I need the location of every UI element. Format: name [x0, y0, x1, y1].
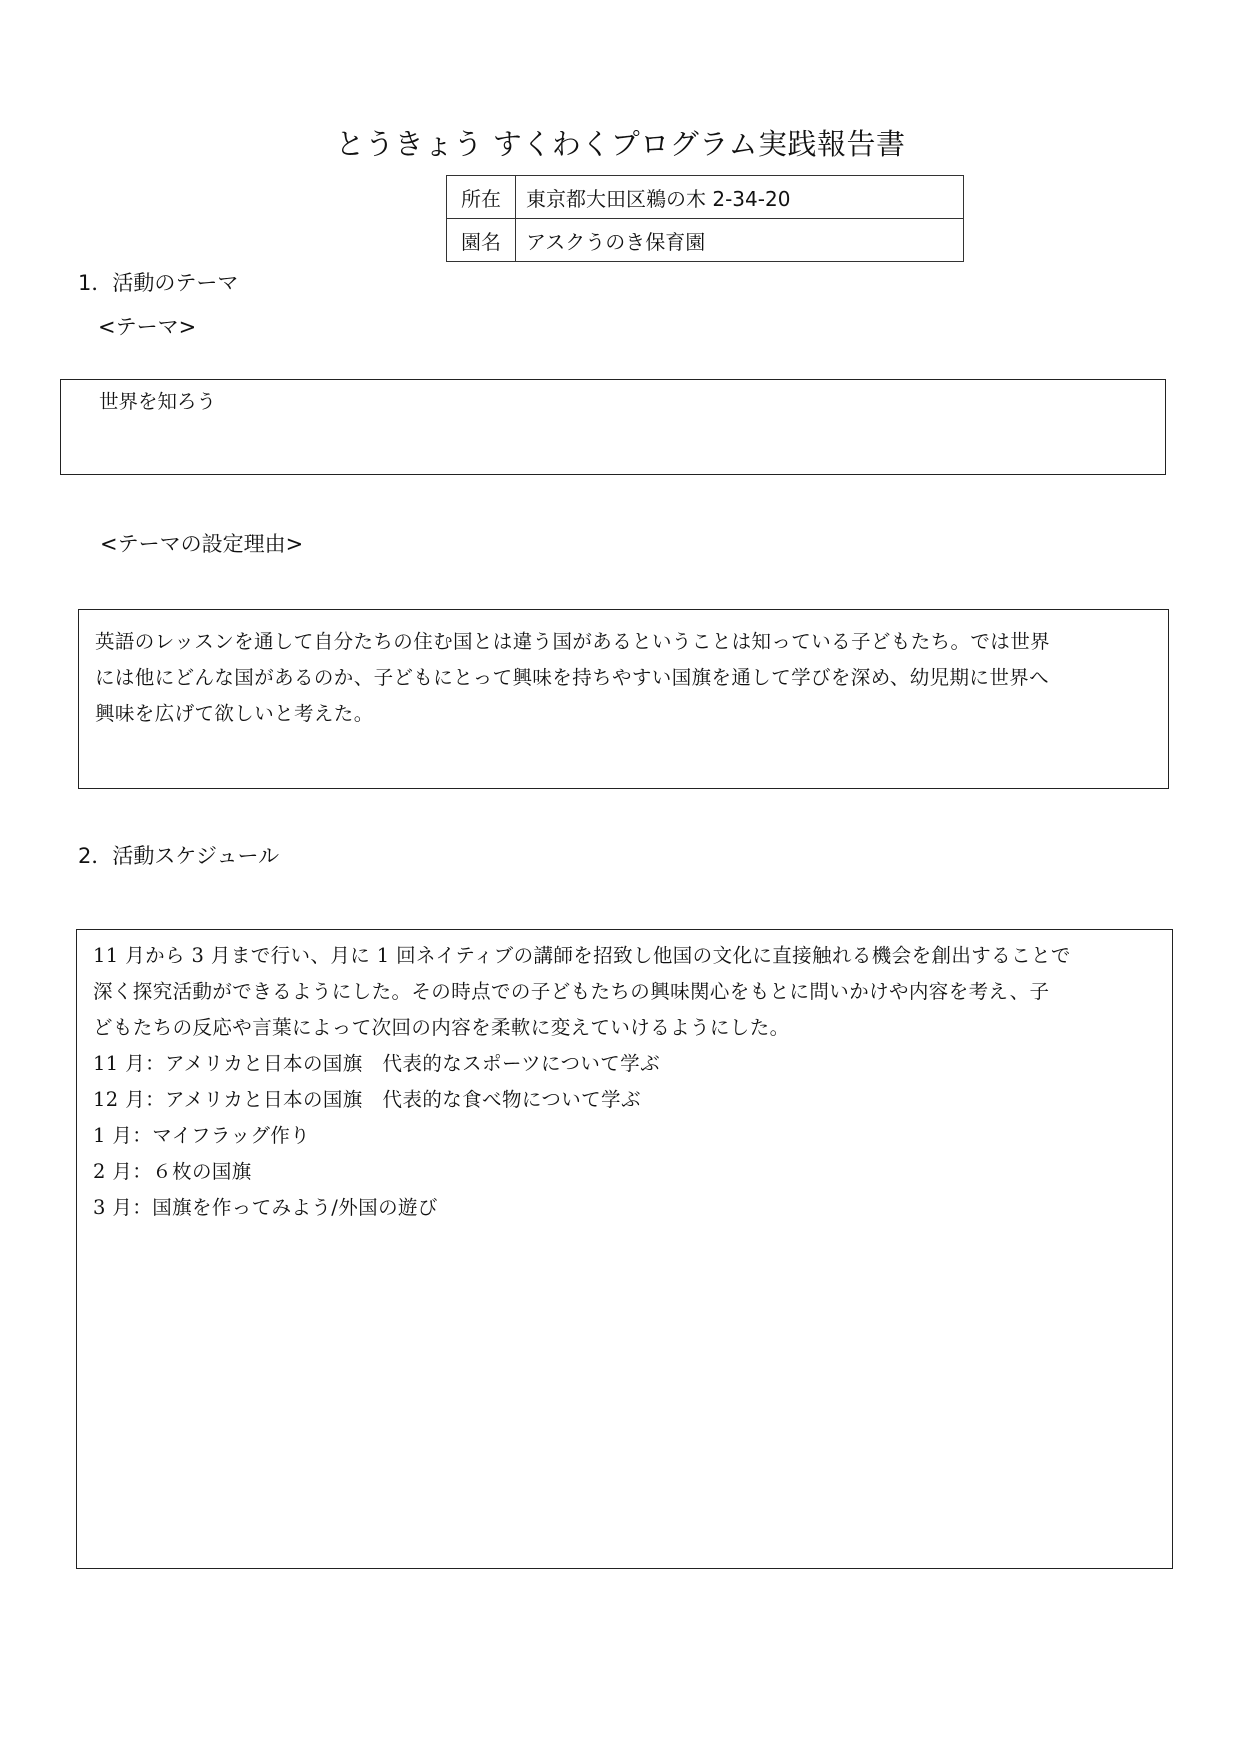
location-value: 東京都大田区鵜の木 2-34-20	[516, 176, 964, 219]
reason-line: 英語のレッスンを通して自分たちの住む国とは違う国があるということは知っている子どもたち。では世界	[95, 630, 1051, 653]
schedule-line: 3 月：国旗を作ってみよう/外国の遊び	[93, 1196, 438, 1219]
info-table	[446, 175, 964, 262]
reason-box	[78, 609, 1169, 789]
theme-label: <テーマ>	[98, 315, 197, 339]
schedule-line: 深く探究活動ができるようにした。その時点での子どもたちの興味関心をもとに問いかけや内容を考え、子	[93, 980, 1050, 1003]
reason-line: 興味を広げて欲しいと考えた。	[95, 702, 374, 725]
table-row	[447, 176, 964, 219]
facility-name-label: 園名	[447, 219, 516, 262]
facility-name-value: アスクうのき保育園	[516, 219, 964, 262]
page-title: とうきょう すくわくプログラム実践報告書	[335, 127, 906, 161]
section1-heading: 1．活動のテーマ	[78, 271, 239, 295]
location-label: 所在	[447, 176, 516, 219]
theme-text: 世界を知ろう	[99, 390, 217, 413]
schedule-line: 1 月：マイフラッグ作り	[93, 1124, 311, 1147]
section2-heading: 2．活動スケジュール	[78, 844, 280, 868]
theme-box	[60, 379, 1166, 475]
schedule-line: 11 月：アメリカと日本の国旗 代表的なスポーツについて学ぶ	[93, 1052, 660, 1075]
schedule-line: どもたちの反応や言葉によって次回の内容を柔軟に変えていけるようにした。	[93, 1016, 790, 1039]
schedule-line: 11 月から 3 月まで行い、月に 1 回ネイティブの講師を招致し他国の文化に直接触れる機会を創出することで	[93, 944, 1071, 967]
table-row	[447, 219, 964, 262]
schedule-box	[76, 929, 1173, 1569]
schedule-line: 2 月：６枚の国旗	[93, 1160, 252, 1183]
schedule-line: 12 月：アメリカと日本の国旗 代表的な食べ物について学ぶ	[93, 1088, 641, 1111]
reason-line: には他にどんな国があるのか、子どもにとって興味を持ちやすい国旗を通して学びを深め、幼児期に世界へ	[95, 666, 1050, 689]
reason-label: <テーマの設定理由>	[100, 532, 304, 556]
